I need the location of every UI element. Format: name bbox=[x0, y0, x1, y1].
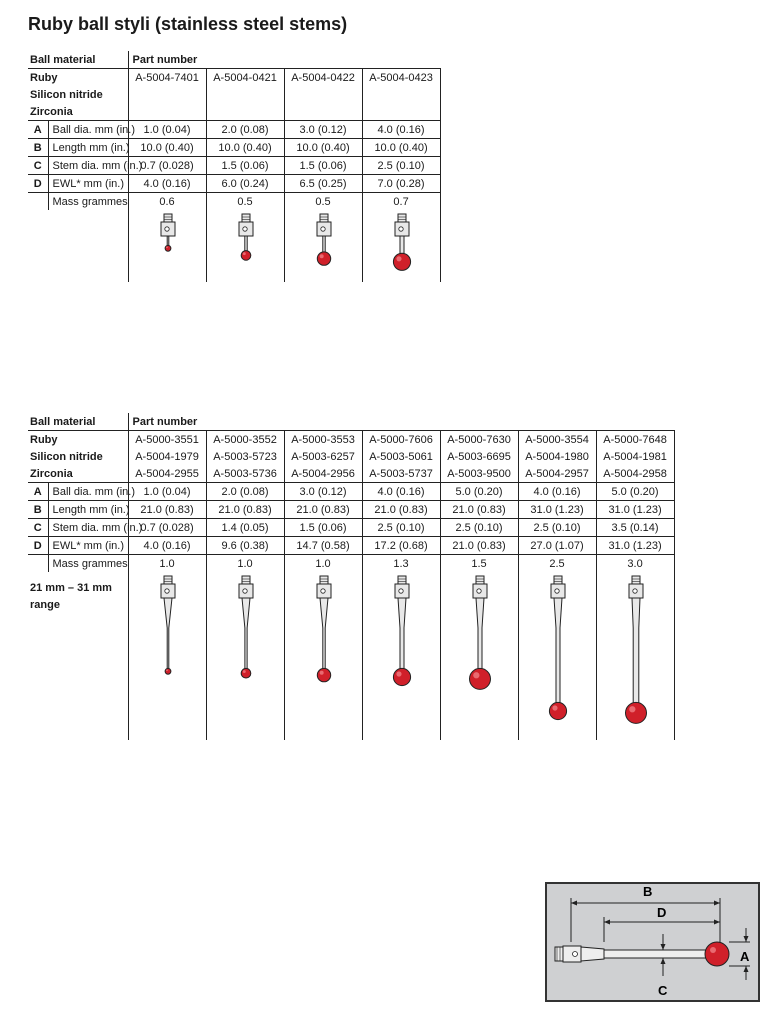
part-number-row bbox=[28, 86, 440, 103]
t2-stylus-cell bbox=[518, 572, 596, 740]
spec-value: 21.0 (0.83) bbox=[206, 501, 284, 519]
ball-highlight bbox=[319, 671, 323, 675]
stylus-stem bbox=[398, 598, 406, 669]
t2-stylus-cell bbox=[596, 572, 674, 740]
part-number-cell: A-5003-5723 bbox=[206, 448, 284, 465]
stylus-thread bbox=[320, 576, 328, 584]
t2-parts bbox=[28, 431, 674, 483]
stylus-image-10 bbox=[519, 572, 597, 732]
dimension-letter: C bbox=[28, 519, 48, 537]
part-number-cell bbox=[284, 86, 362, 103]
part-number-row bbox=[28, 431, 674, 449]
material-label: Silicon nitride bbox=[30, 450, 103, 463]
dimension-letter: B bbox=[28, 139, 48, 157]
part-number-cell: A-5004-2957 bbox=[518, 465, 596, 483]
spec-value: 3.5 (0.14) bbox=[596, 519, 674, 537]
ball-highlight bbox=[396, 256, 401, 261]
stylus-thread bbox=[476, 576, 484, 584]
spec-value: 1.5 (0.06) bbox=[206, 157, 284, 175]
spec-label: Mass grammes bbox=[48, 555, 128, 573]
stylus-stem bbox=[164, 598, 172, 669]
ruby-ball bbox=[393, 668, 410, 685]
spec-value: 0.5 bbox=[284, 193, 362, 211]
stylus-thread bbox=[398, 576, 406, 584]
stylus-image-8 bbox=[363, 572, 441, 732]
part-number-cell bbox=[362, 103, 440, 121]
part-number-cell: A-5004-1979 bbox=[128, 448, 206, 465]
spec-value: 21.0 (0.83) bbox=[440, 537, 518, 555]
part-number-cell: A-5000-7630 bbox=[440, 431, 518, 449]
stylus-thread bbox=[164, 214, 172, 222]
part-number-cell bbox=[206, 103, 284, 121]
part-number-header: Part number bbox=[128, 413, 674, 431]
spec-value: 4.0 (0.16) bbox=[362, 121, 440, 139]
t1-specs bbox=[28, 121, 440, 211]
label-a: A bbox=[740, 949, 750, 964]
spec-value: 2.5 (0.10) bbox=[440, 519, 518, 537]
part-number-cell: A-5000-3554 bbox=[518, 431, 596, 449]
stylus-thread bbox=[320, 214, 328, 222]
t1-stylus-cell bbox=[284, 210, 362, 282]
spec-value: 1.5 (0.06) bbox=[284, 157, 362, 175]
spec-value: 6.0 (0.24) bbox=[206, 175, 284, 193]
spec-value: 10.0 (0.40) bbox=[206, 139, 284, 157]
part-number-row bbox=[28, 103, 440, 121]
spec-value: 5.0 (0.20) bbox=[440, 483, 518, 501]
ball-highlight bbox=[242, 670, 245, 673]
part-number-cell: A-5003-9500 bbox=[440, 465, 518, 483]
stylus-hole bbox=[164, 589, 168, 593]
spec-value: 21.0 (0.83) bbox=[284, 501, 362, 519]
spec-value: 21.0 (0.83) bbox=[362, 501, 440, 519]
part-number-row bbox=[28, 448, 674, 465]
spec-label: Ball dia. mm (in.) bbox=[48, 121, 128, 139]
part-number-cell: A-5000-3552 bbox=[206, 431, 284, 449]
stylus-image-2 bbox=[207, 210, 285, 282]
ball-material-header: Ball material bbox=[30, 415, 96, 428]
ruby-ball bbox=[241, 251, 251, 261]
t2-stylus-cell bbox=[206, 572, 284, 740]
part-number-cell bbox=[206, 86, 284, 103]
stylus-hole bbox=[320, 589, 324, 593]
spec-value: 2.5 (0.10) bbox=[362, 157, 440, 175]
spec-value: 2.5 bbox=[518, 555, 596, 573]
dimension-letter: D bbox=[28, 537, 48, 555]
spec-label: Length mm (in.) bbox=[48, 139, 128, 157]
spec-value: 1.0 bbox=[284, 555, 362, 573]
stylus-image-9 bbox=[441, 572, 519, 732]
spec-value: 3.0 bbox=[596, 555, 674, 573]
stylus-hole bbox=[476, 589, 480, 593]
stylus-image-1 bbox=[129, 210, 207, 282]
stylus-stem bbox=[242, 598, 250, 669]
spec-value: 31.0 (1.23) bbox=[596, 501, 674, 519]
dimension-diagram bbox=[545, 882, 760, 1002]
stylus-hole bbox=[242, 589, 246, 593]
spec-row bbox=[28, 157, 440, 175]
part-number-cell: A-5004-2958 bbox=[596, 465, 674, 483]
t1-stylus-cell bbox=[128, 210, 206, 282]
material-label: Silicon nitride bbox=[30, 88, 103, 101]
ruby-ball bbox=[241, 668, 251, 678]
spec-value: 4.0 (0.16) bbox=[128, 537, 206, 555]
spec-value: 2.5 (0.10) bbox=[362, 519, 440, 537]
spec-label: EWL* mm (in.) bbox=[48, 175, 128, 193]
spec-value: 14.7 (0.58) bbox=[284, 537, 362, 555]
stylus-image-7 bbox=[285, 572, 363, 732]
stylus-image-6 bbox=[207, 572, 285, 732]
part-number-cell bbox=[362, 86, 440, 103]
spec-value: 5.0 (0.20) bbox=[596, 483, 674, 501]
t2-stylus-cell bbox=[128, 572, 206, 740]
t1-stylus-cell bbox=[362, 210, 440, 282]
part-number-cell: A-5004-0423 bbox=[362, 69, 440, 87]
ball-highlight bbox=[629, 706, 635, 712]
spec-value: 17.2 (0.68) bbox=[362, 537, 440, 555]
ruby-ball bbox=[317, 668, 330, 681]
dimension-letter: D bbox=[28, 175, 48, 193]
dimension-letter: A bbox=[28, 483, 48, 501]
stylus-image-5 bbox=[129, 572, 207, 732]
spec-value: 31.0 (1.23) bbox=[518, 501, 596, 519]
spec-value: 1.0 (0.04) bbox=[128, 483, 206, 501]
part-number-cell: A-5000-7648 bbox=[596, 431, 674, 449]
stylus-stem bbox=[320, 598, 328, 669]
spec-value: 0.7 bbox=[362, 193, 440, 211]
spec-value: 7.0 (0.28) bbox=[362, 175, 440, 193]
stylus-hole bbox=[242, 227, 246, 231]
spec-label: EWL* mm (in.) bbox=[48, 537, 128, 555]
spec-value: 4.0 (0.16) bbox=[518, 483, 596, 501]
part-number-cell: A-5003-5736 bbox=[206, 465, 284, 483]
spec-label: Mass grammes bbox=[48, 193, 128, 211]
ball-highlight bbox=[473, 672, 479, 678]
spec-value: 1.0 bbox=[206, 555, 284, 573]
spec-value: 2.5 (0.10) bbox=[518, 519, 596, 537]
stylus-table-long bbox=[28, 413, 675, 740]
t2-stylus-cell bbox=[362, 572, 440, 740]
material-label: Ruby bbox=[28, 431, 128, 449]
ruby-ball bbox=[165, 668, 171, 674]
part-number-cell: A-5004-0422 bbox=[284, 69, 362, 87]
spec-row bbox=[28, 519, 674, 537]
spec-value: 0.5 bbox=[206, 193, 284, 211]
spec-row bbox=[28, 139, 440, 157]
part-number-cell bbox=[284, 103, 362, 121]
stylus-thread bbox=[554, 576, 562, 584]
spec-value: 3.0 (0.12) bbox=[284, 121, 362, 139]
stylus-image-11 bbox=[597, 572, 675, 732]
spec-row bbox=[28, 175, 440, 193]
material-label: Zirconia bbox=[30, 105, 73, 118]
material-label: Ruby bbox=[28, 69, 128, 87]
part-number-cell bbox=[128, 86, 206, 103]
stylus-thread bbox=[164, 576, 172, 584]
part-number-cell: A-5003-6257 bbox=[284, 448, 362, 465]
spec-label: Length mm (in.) bbox=[48, 501, 128, 519]
spec-value: 0.6 bbox=[128, 193, 206, 211]
ruby-ball bbox=[317, 252, 330, 265]
stylus-thread bbox=[398, 214, 406, 222]
spec-value: 9.6 (0.38) bbox=[206, 537, 284, 555]
spec-value: 4.0 (0.16) bbox=[128, 175, 206, 193]
stylus-hole bbox=[398, 589, 402, 593]
part-number-cell: A-5004-2955 bbox=[128, 465, 206, 483]
spec-value: 10.0 (0.40) bbox=[128, 139, 206, 157]
spec-value: 10.0 (0.40) bbox=[284, 139, 362, 157]
stylus-stem bbox=[476, 598, 484, 669]
ball-highlight bbox=[319, 254, 323, 258]
spec-value: 2.0 (0.08) bbox=[206, 483, 284, 501]
spec-row bbox=[28, 555, 674, 573]
spec-label: Stem dia. mm (in.) bbox=[48, 157, 128, 175]
stylus-thread bbox=[242, 214, 250, 222]
spec-value: 3.0 (0.12) bbox=[284, 483, 362, 501]
stylus-hole bbox=[164, 227, 168, 231]
stylus-stem bbox=[632, 598, 640, 703]
material-label: Zirconia bbox=[30, 467, 73, 480]
stylus-hole bbox=[320, 227, 324, 231]
label-c: C bbox=[658, 983, 668, 998]
stylus-table-short bbox=[28, 51, 441, 282]
stylus-stem bbox=[244, 236, 246, 252]
spec-label: Stem dia. mm (in.) bbox=[48, 519, 128, 537]
dimension-letter bbox=[28, 193, 48, 211]
stylus-hole bbox=[398, 227, 402, 231]
ball-highlight bbox=[396, 671, 401, 676]
spec-value: 1.0 bbox=[128, 555, 206, 573]
part-number-cell: A-5004-2956 bbox=[284, 465, 362, 483]
ball-highlight bbox=[552, 705, 557, 710]
ruby-ball bbox=[393, 253, 410, 270]
spec-value: 1.3 bbox=[362, 555, 440, 573]
t2-specs bbox=[28, 483, 674, 573]
part-number-cell: A-5004-7401 bbox=[128, 69, 206, 87]
stylus-hole bbox=[554, 589, 558, 593]
t1-parts bbox=[28, 69, 440, 121]
label-b: B bbox=[643, 884, 653, 899]
spec-row bbox=[28, 537, 674, 555]
part-number-row bbox=[28, 465, 674, 483]
ball-highlight bbox=[166, 669, 168, 671]
dimension-letter: B bbox=[28, 501, 48, 519]
spec-value: 21.0 (0.83) bbox=[440, 501, 518, 519]
ruby-ball bbox=[469, 668, 490, 689]
ball-highlight bbox=[166, 246, 168, 248]
t1-image-spacer bbox=[28, 210, 128, 282]
stylus-image-3 bbox=[285, 210, 363, 282]
spec-value: 1.5 (0.06) bbox=[284, 519, 362, 537]
stylus-image-4 bbox=[363, 210, 441, 282]
part-number-cell: A-5003-5061 bbox=[362, 448, 440, 465]
spec-row bbox=[28, 193, 440, 211]
ball-highlight bbox=[242, 252, 245, 255]
spec-value: 1.4 (0.05) bbox=[206, 519, 284, 537]
stylus-stem bbox=[322, 236, 324, 253]
spec-value: 4.0 (0.16) bbox=[362, 483, 440, 501]
ruby-ball bbox=[165, 245, 171, 251]
spec-label: Ball dia. mm (in.) bbox=[48, 483, 128, 501]
spec-value: 6.5 (0.25) bbox=[284, 175, 362, 193]
dimension-letter: C bbox=[28, 157, 48, 175]
stylus-stem bbox=[167, 236, 169, 246]
label-d: D bbox=[657, 905, 667, 920]
page-title: Ruby ball styli (stainless steel stems) bbox=[28, 14, 348, 34]
ball-material-header: Ball material bbox=[30, 53, 96, 66]
stylus-stem bbox=[554, 598, 562, 703]
part-number-cell bbox=[128, 103, 206, 121]
spec-value: 1.5 bbox=[440, 555, 518, 573]
spec-value: 21.0 (0.83) bbox=[128, 501, 206, 519]
stylus-hole bbox=[632, 589, 636, 593]
spec-value: 0.7 (0.028) bbox=[128, 157, 206, 175]
spec-value: 1.0 (0.04) bbox=[128, 121, 206, 139]
spec-value: 10.0 (0.40) bbox=[362, 139, 440, 157]
spec-row bbox=[28, 121, 440, 139]
dimension-letter bbox=[28, 555, 48, 573]
spec-value: 27.0 (1.07) bbox=[518, 537, 596, 555]
part-number-cell: A-5000-3553 bbox=[284, 431, 362, 449]
stylus-stem bbox=[400, 236, 404, 254]
part-number-cell: A-5003-5737 bbox=[362, 465, 440, 483]
dimension-letter: A bbox=[28, 121, 48, 139]
spec-value: 2.0 (0.08) bbox=[206, 121, 284, 139]
spec-row bbox=[28, 501, 674, 519]
stylus-thread bbox=[632, 576, 640, 584]
ruby-ball bbox=[549, 702, 566, 719]
ruby-ball bbox=[625, 702, 646, 723]
t2-stylus-cell bbox=[284, 572, 362, 740]
spec-row bbox=[28, 483, 674, 501]
t1-stylus-cell bbox=[206, 210, 284, 282]
part-number-row bbox=[28, 69, 440, 87]
spec-value: 0.7 (0.028) bbox=[128, 519, 206, 537]
part-number-cell: A-5004-1980 bbox=[518, 448, 596, 465]
dimension-diagram-svg bbox=[547, 884, 758, 1000]
range-label: 21 mm – 31 mm range bbox=[30, 582, 112, 611]
part-number-cell: A-5003-6695 bbox=[440, 448, 518, 465]
part-number-cell: A-5000-7606 bbox=[362, 431, 440, 449]
part-number-cell: A-5004-0421 bbox=[206, 69, 284, 87]
t2-stylus-cell bbox=[440, 572, 518, 740]
part-number-cell: A-5004-1981 bbox=[596, 448, 674, 465]
part-number-header: Part number bbox=[128, 51, 440, 69]
spec-value: 31.0 (1.23) bbox=[596, 537, 674, 555]
part-number-cell: A-5000-3551 bbox=[128, 431, 206, 449]
stylus-thread bbox=[242, 576, 250, 584]
